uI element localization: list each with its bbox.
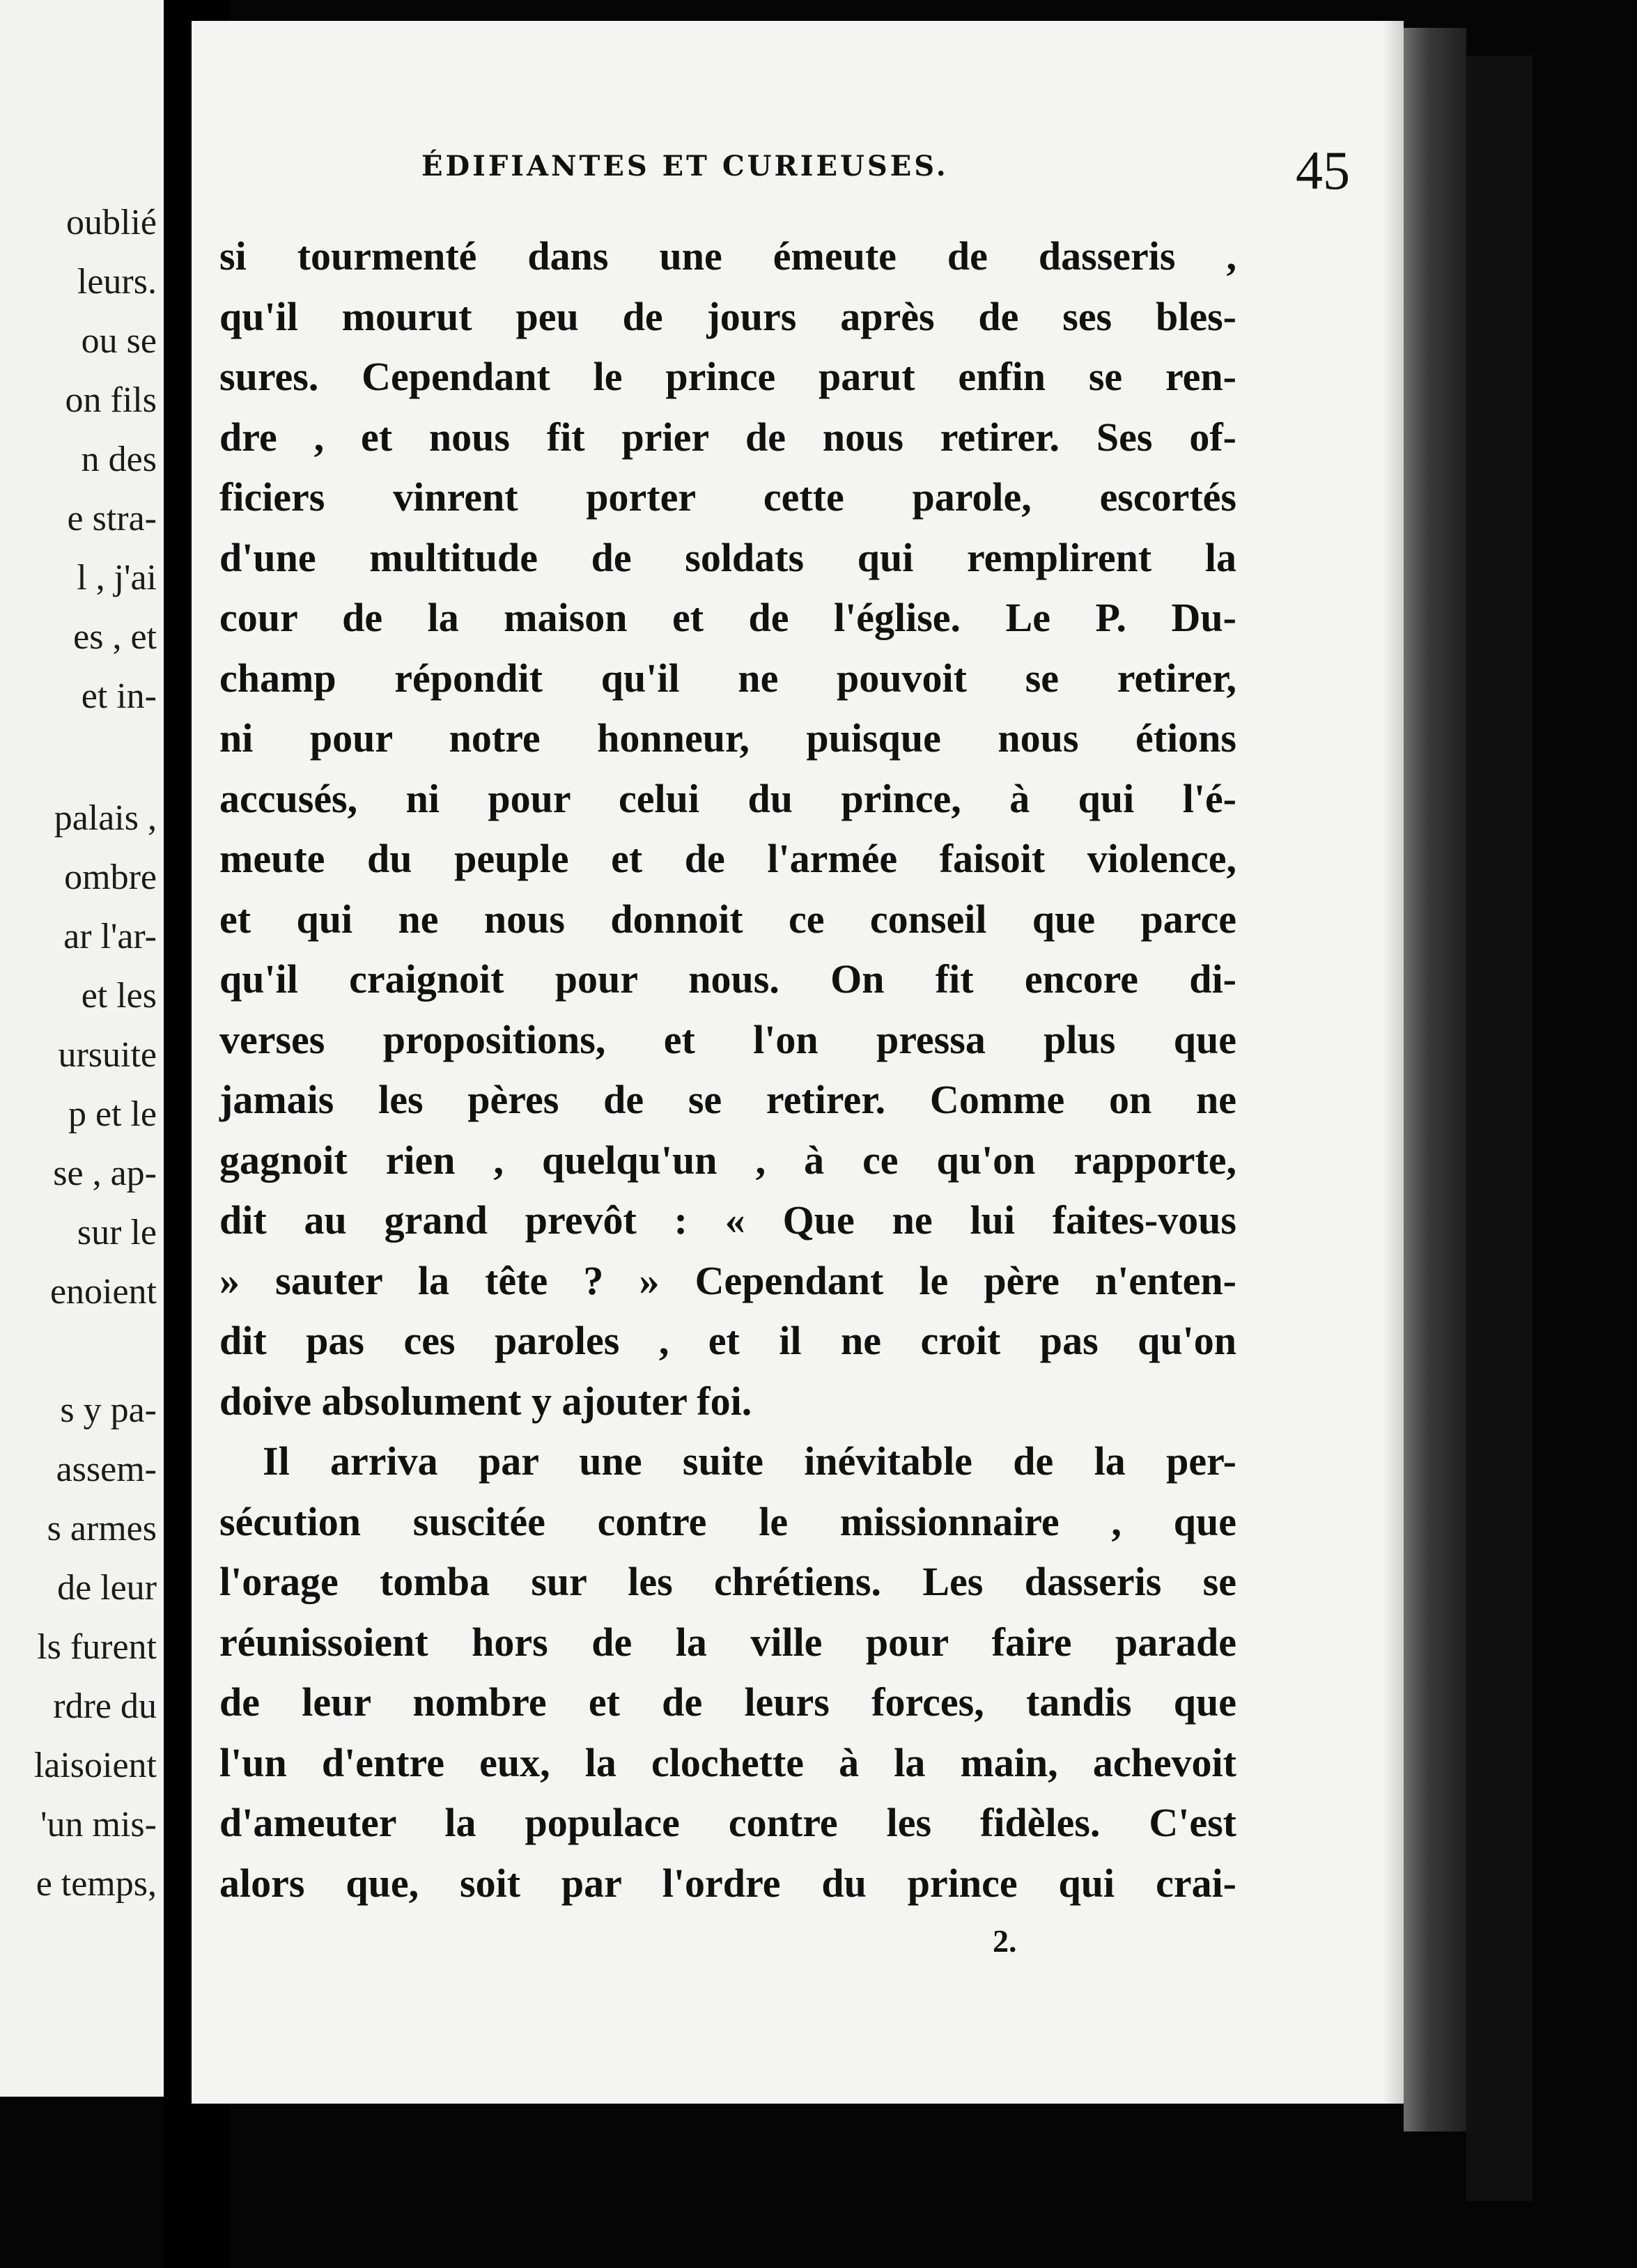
signature-mark: 2. — [993, 1923, 1017, 1959]
fragment-line: p et le — [68, 1094, 157, 1134]
fragment-line: rdre du — [53, 1686, 157, 1726]
body-text — [219, 226, 1236, 1913]
fragment-line: et les — [81, 976, 157, 1016]
fragment-line: ursuite — [58, 1035, 157, 1075]
text-line: jamais les pères de se retirer. Comme on ne — [219, 1077, 1236, 1122]
fragment-line: ombre — [64, 857, 157, 897]
fragment-line: s armes — [47, 1509, 157, 1548]
text-line: sures. Cependant le prince parut enfin se ren- — [219, 354, 1236, 399]
fragment-line: se , ap- — [53, 1154, 157, 1193]
fragment-line: s y pa- — [60, 1390, 157, 1430]
text-line: l'un d'entre eux, la clochette à la main, achevoit — [219, 1739, 1236, 1785]
text-line: verses propositions, et l'on pressa plus que — [219, 1016, 1236, 1062]
text-line: gagnoit rien , quelqu'un , à ce qu'on rapporte, — [219, 1137, 1236, 1183]
fragment-line: ls furent — [37, 1627, 157, 1667]
fragment-line: oublié — [66, 203, 157, 242]
fragment-line: de leur — [57, 1568, 157, 1608]
fragment-line: laisoient — [33, 1746, 157, 1785]
fragment-line: ar l'ar- — [63, 917, 157, 956]
text-line: Il arriva par une suite inévitable de la per- — [263, 1438, 1236, 1484]
text-line: dit pas ces paroles , et il ne croit pas qu'on — [219, 1318, 1236, 1363]
book-page — [192, 21, 1404, 2104]
text-line: d'une multitude de soldats qui remplirent la — [219, 534, 1236, 580]
text-line: sécution suscitée contre le missionnaire , que — [219, 1498, 1236, 1544]
fragment-line: e stra- — [67, 499, 157, 538]
previous-page-fragment — [0, 0, 164, 2097]
fragment-line: n des — [81, 440, 157, 479]
fragment-line: leurs. — [77, 262, 157, 302]
text-line: alors que, soit par l'ordre du prince qui crai- — [219, 1860, 1236, 1906]
fragment-line: sur le — [77, 1213, 157, 1252]
text-line: qu'il craignoit pour nous. On fit encore di- — [219, 956, 1236, 1002]
fragment-line: on fils — [65, 380, 157, 420]
text-line: dit au grand prevôt : « Que ne lui faites-vous — [219, 1197, 1236, 1243]
running-head: ÉDIFIANTES ET CURIEUSES. — [421, 150, 949, 182]
text-line: dre , et nous fit prier de nous retirer. Ses of- — [219, 414, 1236, 460]
text-line: accusés, ni pour celui du prince, à qui l'é- — [219, 775, 1236, 821]
text-line: ni pour notre honneur, puisque nous étions — [219, 715, 1236, 761]
fragment-line: es , et — [73, 617, 157, 657]
text-line: doive absolument y ajouter foi. — [219, 1378, 752, 1424]
text-line: réunissoient hors de la ville pour faire parade — [219, 1619, 1236, 1665]
text-line: qu'il mourut peu de jours après de ses bles- — [219, 293, 1236, 339]
book-cover-edge — [1466, 56, 1533, 2201]
fragment-line: 'un mis- — [40, 1805, 157, 1844]
fragment-line: et in- — [81, 676, 157, 716]
text-line: champ répondit qu'il ne pouvoit se retirer, — [219, 655, 1236, 701]
fragment-line: e temps, — [36, 1864, 157, 1904]
text-line: ficiers vinrent porter cette parole, escortés — [219, 474, 1236, 520]
text-line: l'orage tomba sur les chrétiens. Les dasseris se — [219, 1559, 1236, 1604]
text-line: cour de la maison et de l'église. Le P. Du- — [219, 595, 1236, 640]
text-line: et qui ne nous donnoit ce conseil que parce — [219, 896, 1236, 942]
text-line: meute du peuple et de l'armée faisoit violence, — [219, 836, 1236, 881]
text-line: de leur nombre et de leurs forces, tandis que — [219, 1679, 1236, 1725]
text-line: si tourmenté dans une émeute de dasseris , — [219, 233, 1236, 279]
fragment-line: l , j'ai — [77, 558, 157, 598]
fragment-line: enoient — [49, 1272, 157, 1312]
fragment-line: assem- — [56, 1450, 157, 1489]
page-edges — [1404, 28, 1466, 2131]
fragment-line: palais , — [54, 798, 157, 838]
page-number: 45 — [1296, 140, 1350, 201]
text-line: d'ameuter la populace contre les fidèles. C'est — [219, 1800, 1236, 1845]
text-line: » sauter la tête ? » Cependant le père n'enten- — [219, 1257, 1236, 1303]
fragment-line: ou se — [81, 321, 157, 361]
